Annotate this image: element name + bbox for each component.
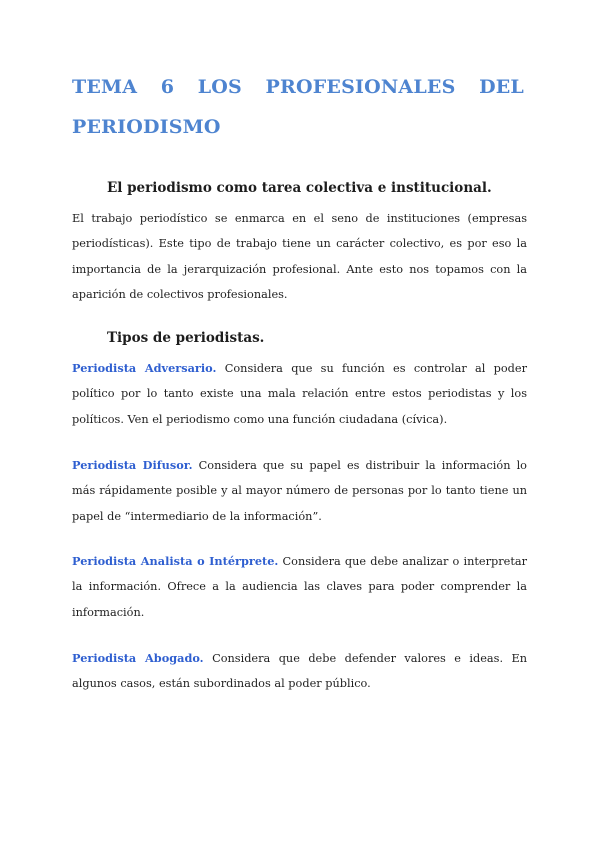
journalist-type-name: Periodista Difusor. [72,458,193,472]
section-heading-tipos: Tipos de periodistas. [107,330,265,346]
journalist-type-name: Periodista Analista o Intérprete. [72,554,279,568]
journalist-type-name: Periodista Adversario. [72,361,217,375]
journalist-type-paragraph [72,549,527,625]
journalist-type-description: Considera que debe analizar o interpretar la información. Ofrece a la audiencia las claves para poder comprender la información. [72,555,528,619]
journalist-type-paragraph [72,356,527,432]
document-title-line-1: TEMA 6 LOS PROFESIONALES DEL [72,76,524,98]
section-body-periodismo-colectivo: El trabajo periodístico se enmarca en el seno de instituciones (empresas periodísticas). Este tipo de trabajo tiene un carácter colectivo, es por eso la importancia de la jerarquización profesional. Ante esto nos topamos con la aparición de colectivos profesionales. [72,212,527,301]
journalist-type-description: Considera que su función es controlar al poder político por lo tanto existe una mala relación entre estos periodistas y los políticos. Ven el periodismo como una función ciudadana (cívica). [72,362,527,426]
journalist-type-description: Considera que su papel es distribuir la información lo más rápidamente posible y al mayor número de personas por lo tanto tiene un papel de “intermediario de la información”. [72,459,527,523]
journalist-type-paragraph [72,453,527,529]
journalist-type-name: Periodista Abogado. [72,651,204,665]
section-heading-periodismo-colectivo: El periodismo como tarea colectiva e institucional. [107,180,492,196]
journalist-type-description: Considera que debe defender valores e ideas. En algunos casos, están subordinados al poder público. [72,652,528,691]
journalist-type-paragraph [72,646,527,697]
document-title-line-2: PERIODISMO [72,116,221,138]
